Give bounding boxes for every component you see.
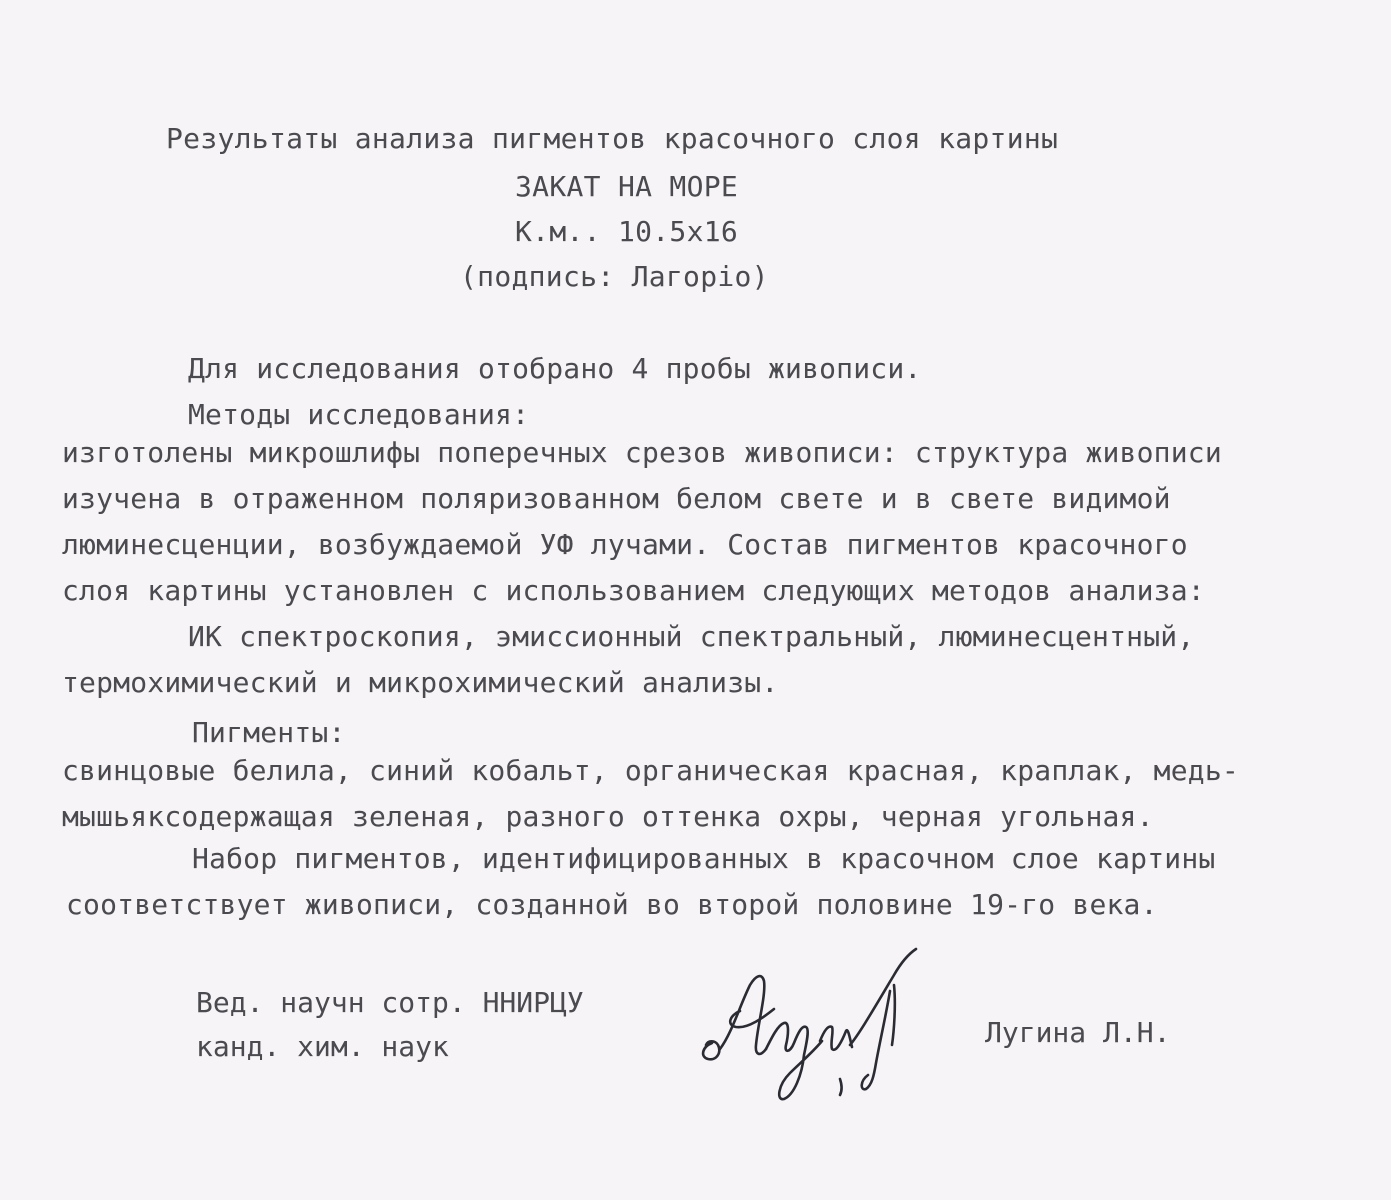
methods-line: люминесценции, возбуждаемой УФ лучами. Состав пигментов красочного	[62, 528, 1188, 561]
analysis-line: термохимический и микрохимический анализы.	[62, 666, 779, 699]
signatory-name: Лугина Л.Н.	[985, 1016, 1171, 1049]
methods-line: изучена в отраженном поляризованном белом свете и в свете видимой	[62, 482, 1171, 515]
medium-size: К.м.. 10.5х16	[515, 215, 739, 248]
samples-line: Для исследования отобрано 4 пробы живописи.	[188, 352, 922, 385]
methods-heading: Методы исследования:	[188, 398, 530, 431]
position-line: Вед. научн сотр. ННИРЦУ	[196, 986, 584, 1019]
pigments-line: мышьяксодержащая зеленая, разного оттенка охры, черная угольная.	[62, 800, 1154, 833]
document-title: Результаты анализа пигментов красочного слоя картины	[166, 122, 1059, 155]
methods-line: изготолены микрошлифы поперечных срезов живописи: структура живописи	[62, 436, 1222, 469]
handwritten-signature	[690, 945, 950, 1115]
signature-note: (подпись: Лагорio)	[460, 260, 769, 293]
methods-line: слоя картины установлен с использованием следующих методов анализа:	[62, 574, 1205, 607]
degree-line: канд. хим. наук	[196, 1030, 449, 1063]
pigments-heading: Пигменты:	[192, 716, 346, 749]
conclusion-line: Набор пигментов, идентифицированных в красочном слое картины	[192, 842, 1216, 875]
painting-name: ЗАКАТ НА МОРЕ	[515, 170, 739, 203]
pigments-line: свинцовые белила, синий кобальт, органическая красная, краплак, медь-	[62, 754, 1239, 787]
analysis-line: ИК спектроскопия, эмиссионный спектральный, люминесцентный,	[188, 620, 1195, 653]
conclusion-line: соответствует живописи, созданной во второй половине 19-го века.	[66, 888, 1158, 921]
